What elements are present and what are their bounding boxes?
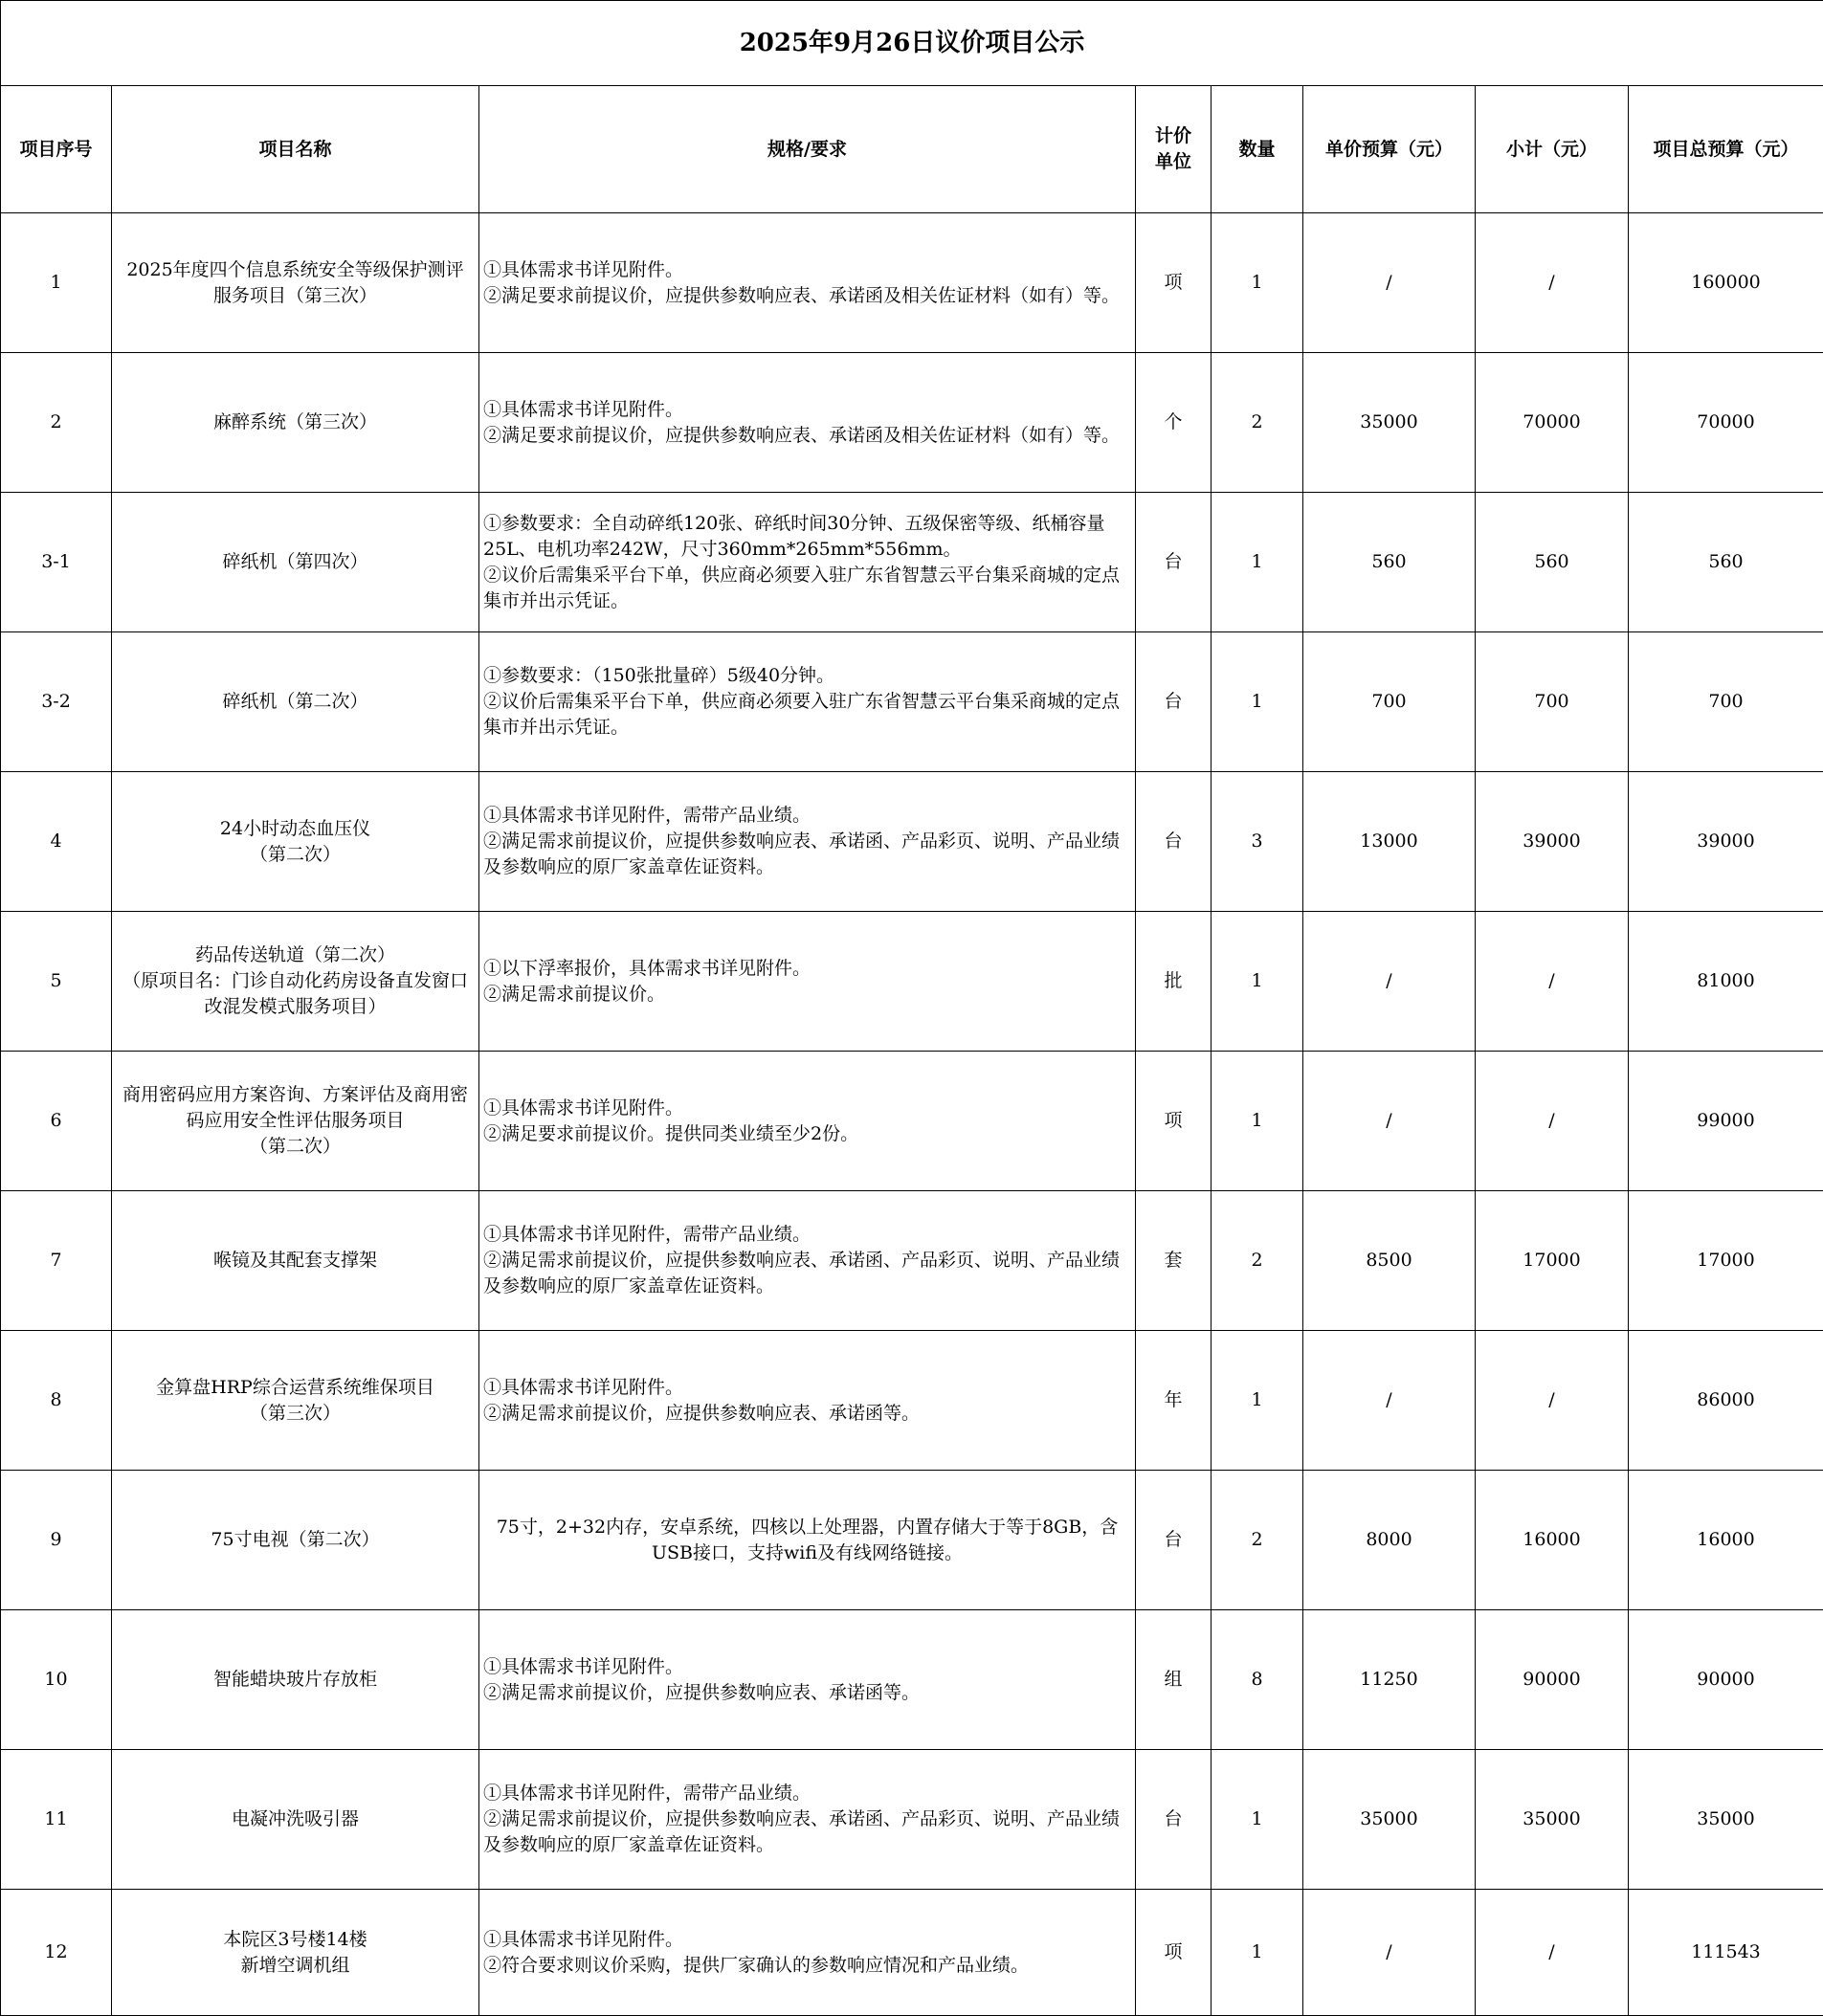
cell-spec: ①以下浮率报价，具体需求书详见附件。 ②满足需求前提议价。 xyxy=(479,912,1136,1052)
cell-subtotal: 560 xyxy=(1476,493,1629,632)
cell-spec: ①具体需求书详见附件，需带产品业绩。 ②满足需求前提议价，应提供参数响应表、承诺函、产品彩页、说明、产品业绩及参数响应的原厂家盖章佐证资料。 xyxy=(479,1191,1136,1331)
cell-name: 金算盘HRP综合运营系统维保项目 （第三次） xyxy=(112,1331,479,1471)
cell-qty: 1 xyxy=(1212,213,1303,353)
cell-no: 7 xyxy=(1,1191,112,1331)
cell-qty: 2 xyxy=(1212,353,1303,493)
cell-total: 560 xyxy=(1629,493,1823,632)
page-title: 2025年9月26日议价项目公示 xyxy=(1,1,1823,86)
cell-no: 9 xyxy=(1,1471,112,1610)
cell-unit: 批 xyxy=(1136,912,1212,1052)
cell-total: 81000 xyxy=(1629,912,1823,1052)
cell-price: 8500 xyxy=(1303,1191,1476,1331)
cell-name: 碎纸机（第二次） xyxy=(112,632,479,772)
cell-no: 3-2 xyxy=(1,632,112,772)
cell-spec: ①具体需求书详见附件，需带产品业绩。 ②满足需求前提议价，应提供参数响应表、承诺函、产品彩页、说明、产品业绩及参数响应的原厂家盖章佐证资料。 xyxy=(479,772,1136,912)
table-row xyxy=(1,1471,1823,1610)
cell-total: 17000 xyxy=(1629,1191,1823,1331)
cell-name: 碎纸机（第四次） xyxy=(112,493,479,632)
cell-subtotal: 39000 xyxy=(1476,772,1629,912)
cell-subtotal: 35000 xyxy=(1476,1750,1629,1890)
cell-spec: ①参数要求：全自动碎纸120张、碎纸时间30分钟、五级保密等级、纸桶容量25L、电机功率242W，尺寸360mm*265mm*556mm。 ②议价后需集采平台下单，供应商必须要入驻广东省智慧云平台集采商城的定点集市并出示凭证。 xyxy=(479,493,1136,632)
cell-qty: 1 xyxy=(1212,1052,1303,1191)
table-row xyxy=(1,912,1823,1052)
cell-name: 智能蜡块玻片存放柜 xyxy=(112,1610,479,1750)
cell-no: 12 xyxy=(1,1890,112,2016)
cell-price: 35000 xyxy=(1303,1750,1476,1890)
cell-price: 13000 xyxy=(1303,772,1476,912)
cell-spec: ①具体需求书详见附件。 ②满足要求前提议价，应提供参数响应表、承诺函及相关佐证材料（如有）等。 xyxy=(479,213,1136,353)
cell-price: / xyxy=(1303,912,1476,1052)
cell-price: 11250 xyxy=(1303,1610,1476,1750)
cell-unit: 项 xyxy=(1136,1890,1212,2016)
table-row xyxy=(1,493,1823,632)
header-name: 项目名称 xyxy=(112,86,479,213)
cell-unit: 台 xyxy=(1136,1750,1212,1890)
cell-qty: 1 xyxy=(1212,632,1303,772)
cell-name: 电凝冲洗吸引器 xyxy=(112,1750,479,1890)
cell-unit: 台 xyxy=(1136,632,1212,772)
header-subtotal: 小计（元） xyxy=(1476,86,1629,213)
cell-subtotal: 90000 xyxy=(1476,1610,1629,1750)
cell-price: 8000 xyxy=(1303,1471,1476,1610)
table-row xyxy=(1,1610,1823,1750)
cell-spec: ①具体需求书详见附件。 ②符合要求则议价采购，提供厂家确认的参数响应情况和产品业绩。 xyxy=(479,1890,1136,2016)
cell-price: 700 xyxy=(1303,632,1476,772)
cell-no: 6 xyxy=(1,1052,112,1191)
cell-subtotal: 70000 xyxy=(1476,353,1629,493)
cell-qty: 1 xyxy=(1212,1331,1303,1471)
cell-no: 2 xyxy=(1,353,112,493)
cell-spec: ①具体需求书详见附件。 ②满足需求前提议价，应提供参数响应表、承诺函等。 xyxy=(479,1331,1136,1471)
cell-name: 本院区3号楼14楼 新增空调机组 xyxy=(112,1890,479,2016)
header-spec: 规格/要求 xyxy=(479,86,1136,213)
cell-unit: 套 xyxy=(1136,1191,1212,1331)
cell-qty: 1 xyxy=(1212,1890,1303,2016)
cell-qty: 2 xyxy=(1212,1191,1303,1331)
header-unit: 计价 单位 xyxy=(1136,86,1212,213)
table-row xyxy=(1,1890,1823,2016)
cell-unit: 年 xyxy=(1136,1331,1212,1471)
cell-price: / xyxy=(1303,1331,1476,1471)
header-qty: 数量 xyxy=(1212,86,1303,213)
cell-no: 8 xyxy=(1,1331,112,1471)
cell-qty: 1 xyxy=(1212,912,1303,1052)
cell-unit: 台 xyxy=(1136,493,1212,632)
cell-total: 99000 xyxy=(1629,1052,1823,1191)
cell-subtotal: 17000 xyxy=(1476,1191,1629,1331)
cell-total: 86000 xyxy=(1629,1331,1823,1471)
cell-total: 39000 xyxy=(1629,772,1823,912)
cell-unit: 项 xyxy=(1136,213,1212,353)
cell-name: 2025年度四个信息系统安全等级保护测评服务项目（第三次） xyxy=(112,213,479,353)
cell-spec: ①参数要求：（150张批量碎）5级40分钟。 ②议价后需集采平台下单，供应商必须要入驻广东省智慧云平台集采商城的定点集市并出示凭证。 xyxy=(479,632,1136,772)
cell-subtotal: / xyxy=(1476,1052,1629,1191)
cell-spec: ①具体需求书详见附件。 ②满足需求前提议价，应提供参数响应表、承诺函等。 xyxy=(479,1610,1136,1750)
table-row xyxy=(1,772,1823,912)
cell-spec: ①具体需求书详见附件，需带产品业绩。 ②满足需求前提议价，应提供参数响应表、承诺函、产品彩页、说明、产品业绩及参数响应的原厂家盖章佐证资料。 xyxy=(479,1750,1136,1890)
header-row xyxy=(1,86,1823,213)
cell-unit: 台 xyxy=(1136,772,1212,912)
cell-name: 商用密码应用方案咨询、方案评估及商用密码应用安全性评估服务项目 （第二次） xyxy=(112,1052,479,1191)
cell-price: 560 xyxy=(1303,493,1476,632)
cell-subtotal: 700 xyxy=(1476,632,1629,772)
cell-subtotal: / xyxy=(1476,213,1629,353)
cell-spec: ①具体需求书详见附件。 ②满足要求前提议价。提供同类业绩至少2份。 xyxy=(479,1052,1136,1191)
cell-spec: ①具体需求书详见附件。 ②满足要求前提议价，应提供参数响应表、承诺函及相关佐证材料（如有）等。 xyxy=(479,353,1136,493)
table-row xyxy=(1,1331,1823,1471)
cell-price: / xyxy=(1303,1890,1476,2016)
table-row xyxy=(1,1750,1823,1890)
cell-subtotal: / xyxy=(1476,1331,1629,1471)
cell-qty: 8 xyxy=(1212,1610,1303,1750)
cell-subtotal: / xyxy=(1476,912,1629,1052)
header-no: 项目序号 xyxy=(1,86,112,213)
cell-no: 10 xyxy=(1,1610,112,1750)
cell-qty: 1 xyxy=(1212,1750,1303,1890)
cell-unit: 个 xyxy=(1136,353,1212,493)
cell-spec: 75寸，2+32内存，安卓系统，四核以上处理器，内置存储大于等于8GB，含USB接口，支持wifi及有线网络链接。 xyxy=(479,1471,1136,1610)
cell-total: 160000 xyxy=(1629,213,1823,353)
cell-total: 70000 xyxy=(1629,353,1823,493)
cell-price: / xyxy=(1303,213,1476,353)
cell-no: 11 xyxy=(1,1750,112,1890)
table-row xyxy=(1,353,1823,493)
cell-total: 35000 xyxy=(1629,1750,1823,1890)
table-row xyxy=(1,1191,1823,1331)
cell-name: 药品传送轨道（第二次） （原项目名：门诊自动化药房设备直发窗口改混发模式服务项目） xyxy=(112,912,479,1052)
cell-qty: 1 xyxy=(1212,493,1303,632)
cell-total: 700 xyxy=(1629,632,1823,772)
cell-name: 喉镜及其配套支撑架 xyxy=(112,1191,479,1331)
table-row xyxy=(1,632,1823,772)
cell-no: 5 xyxy=(1,912,112,1052)
table-row xyxy=(1,1052,1823,1191)
cell-no: 4 xyxy=(1,772,112,912)
cell-total: 16000 xyxy=(1629,1471,1823,1610)
header-price: 单价预算（元） xyxy=(1303,86,1476,213)
cell-price: / xyxy=(1303,1052,1476,1191)
cell-total: 90000 xyxy=(1629,1610,1823,1750)
cell-total: 111543 xyxy=(1629,1890,1823,2016)
cell-name: 麻醉系统（第三次） xyxy=(112,353,479,493)
cell-qty: 3 xyxy=(1212,772,1303,912)
cell-name: 75寸电视（第二次） xyxy=(112,1471,479,1610)
cell-qty: 2 xyxy=(1212,1471,1303,1610)
cell-unit: 台 xyxy=(1136,1471,1212,1610)
cell-name: 24小时动态血压仪 （第二次） xyxy=(112,772,479,912)
table-row xyxy=(1,213,1823,353)
header-total: 项目总预算（元） xyxy=(1629,86,1823,213)
cell-subtotal: / xyxy=(1476,1890,1629,2016)
cell-unit: 项 xyxy=(1136,1052,1212,1191)
cell-no: 3-1 xyxy=(1,493,112,632)
cell-unit: 组 xyxy=(1136,1610,1212,1750)
cell-price: 35000 xyxy=(1303,353,1476,493)
cell-subtotal: 16000 xyxy=(1476,1471,1629,1610)
cell-no: 1 xyxy=(1,213,112,353)
